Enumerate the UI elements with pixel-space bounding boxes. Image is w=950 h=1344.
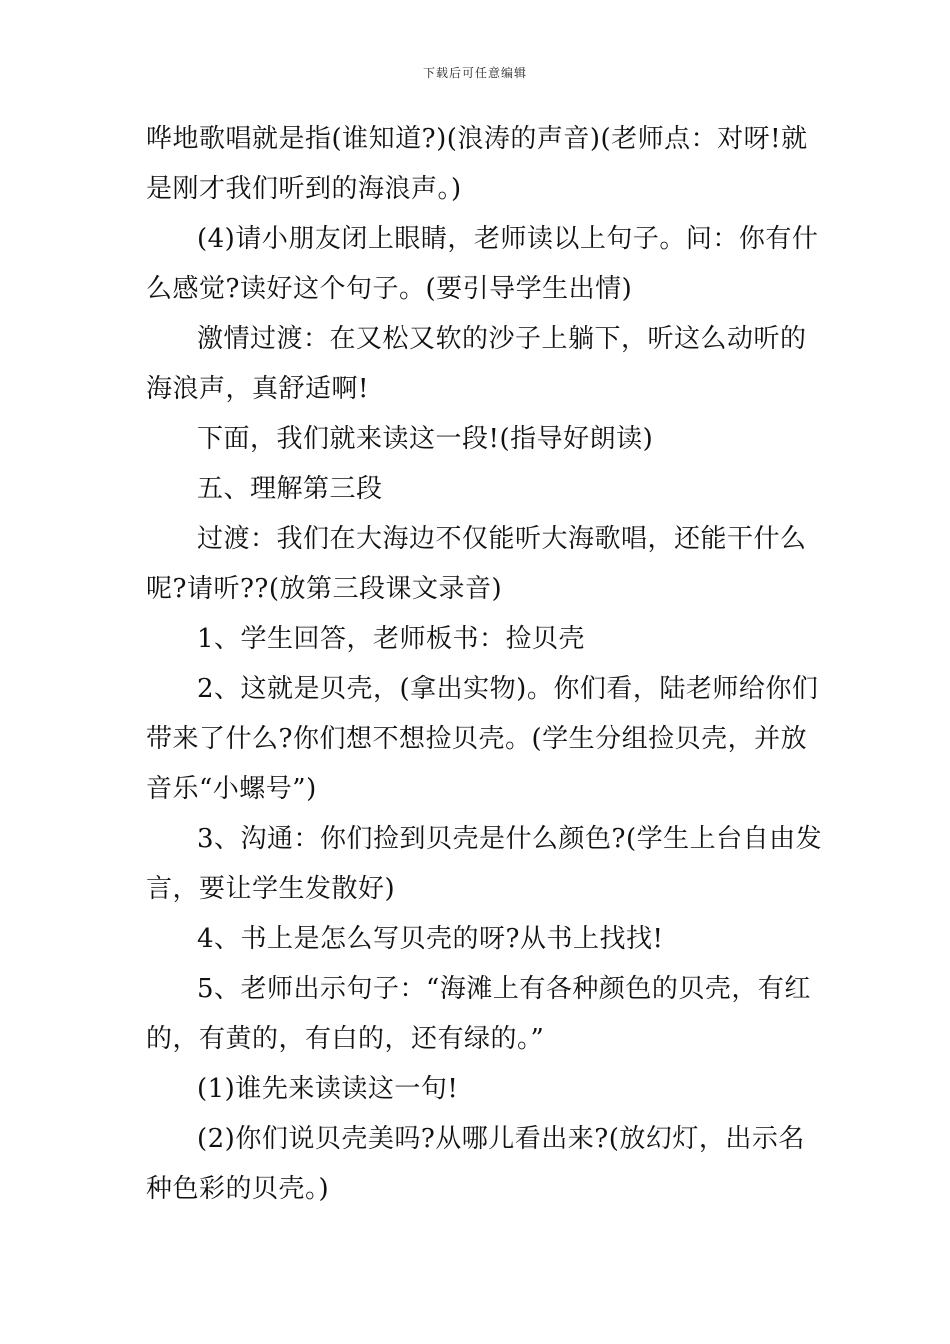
text-line: 哗地歌唱就是指(谁知道?)(浪涛的声音)(老师点：对呀!就 [146, 124, 808, 154]
text-line: 带来了什么?你们想不想捡贝壳。(学生分组捡贝壳，并放 [146, 724, 808, 754]
paragraph [146, 1074, 810, 1104]
paragraph [146, 624, 810, 654]
text-line: 海浪声，真舒适啊! [146, 374, 369, 404]
text-line: 3、沟通：你们捡到贝壳是什么颜色?(学生上台自由发 [197, 824, 823, 854]
paragraph [146, 674, 819, 804]
text-line: 音乐“小螺号”) [146, 774, 317, 804]
paragraph [146, 824, 823, 904]
paragraph [146, 424, 810, 454]
paragraph [146, 924, 810, 954]
text-line: (1)谁先来读读这一句! [197, 1074, 459, 1104]
paragraph [146, 324, 810, 404]
text-line: 下面，我们就来读这一段!(指导好朗读) [197, 424, 654, 454]
text-line: 1、学生回答，老师板书：捡贝壳 [197, 624, 586, 654]
text-line: (4)请小朋友闭上眼睛，老师读以上句子。问：你有什 [197, 224, 819, 254]
text-line: 2、这就是贝壳，(拿出实物)。你们看，陆老师给你们 [197, 674, 819, 704]
text-line: 过渡：我们在大海边不仅能听大海歌唱，还能干什么 [197, 524, 807, 554]
text-line: 5、老师出示句子：“海滩上有各种颜色的贝壳，有红 [197, 974, 811, 1004]
document-body [146, 124, 823, 1204]
text-line: 么感觉?读好这个句子。(要引导学生出情) [146, 274, 633, 304]
paragraph [146, 224, 819, 304]
paragraph [146, 524, 810, 604]
paragraph [146, 1124, 810, 1204]
page-header: 下载后可任意编辑 [422, 66, 527, 80]
text-line: 4、书上是怎么写贝壳的呀?从书上找找! [197, 924, 664, 954]
paragraph [146, 974, 810, 1054]
text-line: 的，有黄的，有白的，还有绿的。” [146, 1024, 545, 1054]
text-line: 是刚才我们听到的海浪声。) [146, 174, 462, 204]
paragraph [146, 124, 810, 204]
text-line: (2)你们说贝壳美吗?从哪儿看出来?(放幻灯，出示名 [197, 1124, 805, 1154]
text-line: 种色彩的贝壳。) [146, 1174, 330, 1204]
text-line: 言，要让学生发散好) [146, 874, 396, 904]
paragraph [146, 474, 810, 504]
text-line: 呢?请听??(放第三段课文录音) [146, 574, 503, 604]
section-heading: 五、理解第三段 [197, 474, 383, 504]
text-line: 激情过渡：在又松又软的沙子上躺下，听这么动听的 [197, 324, 807, 354]
